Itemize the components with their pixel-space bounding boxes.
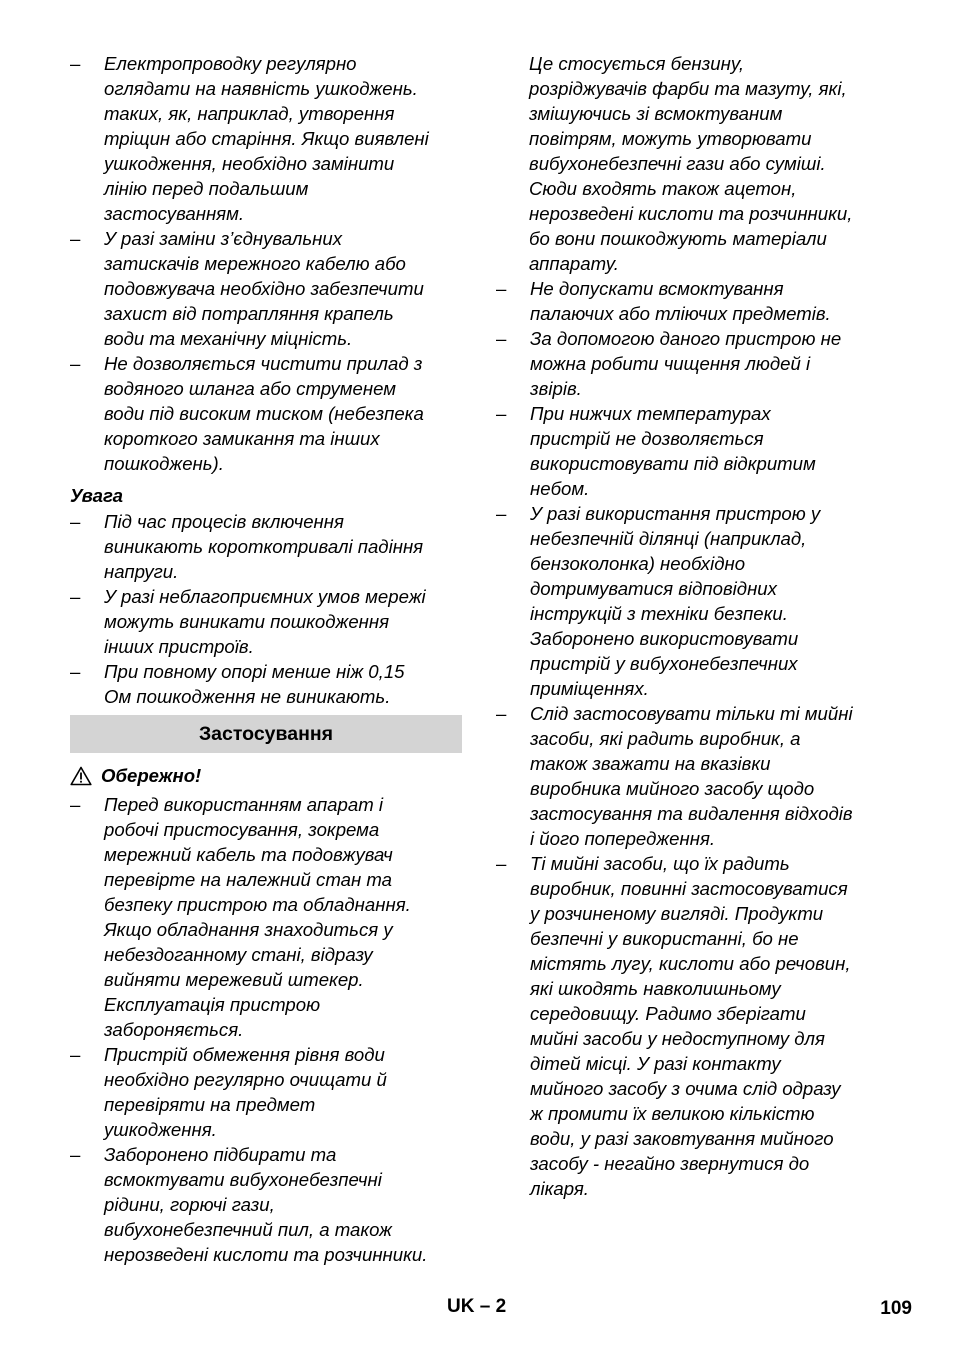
list-item: – Електропроводку регулярно оглядати на наявність ушкоджень. таких, як, наприклад, утворення тріщин або старіння. Якщо виявлені ушкодження, необхідно замінити лінію перед подальшим застосуванням. xyxy=(70,53,429,224)
list-item: – За допомогою даного пристрою не можна робити чищення людей і звірів. xyxy=(496,328,842,399)
right-column xyxy=(496,51,888,1201)
list-item: – Перед використанням апарат і робочі пристосування, зокрема мережний кабель та подовжувач перевірте на належний стан та безпеку пристрою та обладнання. Якщо обладнання знаходиться у небездоганному стані, відразу вийняти мережевий штекер. Експлуатація пристрою забороняється. xyxy=(70,794,411,1040)
left-column xyxy=(70,51,462,1267)
list-item: – У разі неблагоприємних умов мережі можуть виникати пошкодження інших пристроїв. xyxy=(70,586,426,657)
list-item: – Під час процесів включення виникають короткотривалі падіння напруги. xyxy=(70,511,424,582)
section-title-bar xyxy=(70,715,462,753)
list-item: – При нижчих температурах пристрій не дозволяється використовувати під відкритим небом. xyxy=(496,403,816,499)
section-title: Застосування xyxy=(198,722,334,745)
warning-triangle-icon xyxy=(70,766,92,786)
caution-label: Обережно! xyxy=(101,765,202,786)
list-item: – Пристрій обмеження рівня води необхідно регулярно очищати й перевіряти на предмет ушкодження. xyxy=(70,1044,387,1140)
page-number: 109 xyxy=(880,1298,912,1319)
list-item: – Не допускати всмоктування палаючих або тліючих предметів. xyxy=(496,278,831,324)
list-item: – Не дозволяється чистити прилад з водяного шланга або струменем води під високим тиском (небезпека короткого замикання та інших пошкоджень). xyxy=(70,353,424,474)
continuation-text: Це стосується бензину, розріджувачів фарби та мазуту, які, змішуючись зі всмоктуваним повітрям, можуть утворювати вибухонебезпечні гази або суміші. Сюди входять також ацетон, нерозведені кислоти та розчинники, бо вони пошкоджують матеріали аппарату. xyxy=(529,53,853,274)
list-item: – При повному опорі менше ніж 0,15 Ом пошкодження не виникають. xyxy=(70,661,405,707)
attention-heading: Увага xyxy=(70,485,124,506)
list-item: – Ті мийні засоби, що їх радить виробник, повинні застосовуватися у розчиненому вигляді. Продукти безпечні у використанні, бо не містять лугу, кислоти або речовин, які шкодять навколишньому середовищу. Радимо зберігати мийні засоби у недоступному для дітей місці. У разі контакту мийного засобу з очима слід одразу ж промити їх великою кількістю води, у разі заковтування мийного засобу - негайно звернутися до лікаря. xyxy=(496,853,851,1199)
list-item: – Заборонено підбирати та всмоктувати вибухонебезпечні рідини, горючі гази, вибухонебезпечний пил, а також нерозведені кислоти та розчинники. xyxy=(70,1144,428,1265)
list-item: – У разі заміни з’єднувальних затискачів мережного кабелю або подовжувача необхідно забезпечити захист від потрапляння крапель води та механічну міцність. xyxy=(70,228,424,349)
list-item: – У разі використання пристрою у небезпечній ділянці (наприклад, бензоколонка) необхідно дотримуватися відповідних інструкцій з техніки безпеки. Заборонено використовувати пристрій у вибухонебезпечних приміщеннях. xyxy=(496,503,821,699)
list-item: – Слід застосовувати тільки ті мийні засоби, які радить виробник, а також зважати на вказівки виробника мийного засобу щодо застосування та видалення відходів і його попередження. xyxy=(496,703,853,849)
caution-heading xyxy=(70,763,462,788)
footer-section-label: UK – 2 xyxy=(447,1296,507,1317)
